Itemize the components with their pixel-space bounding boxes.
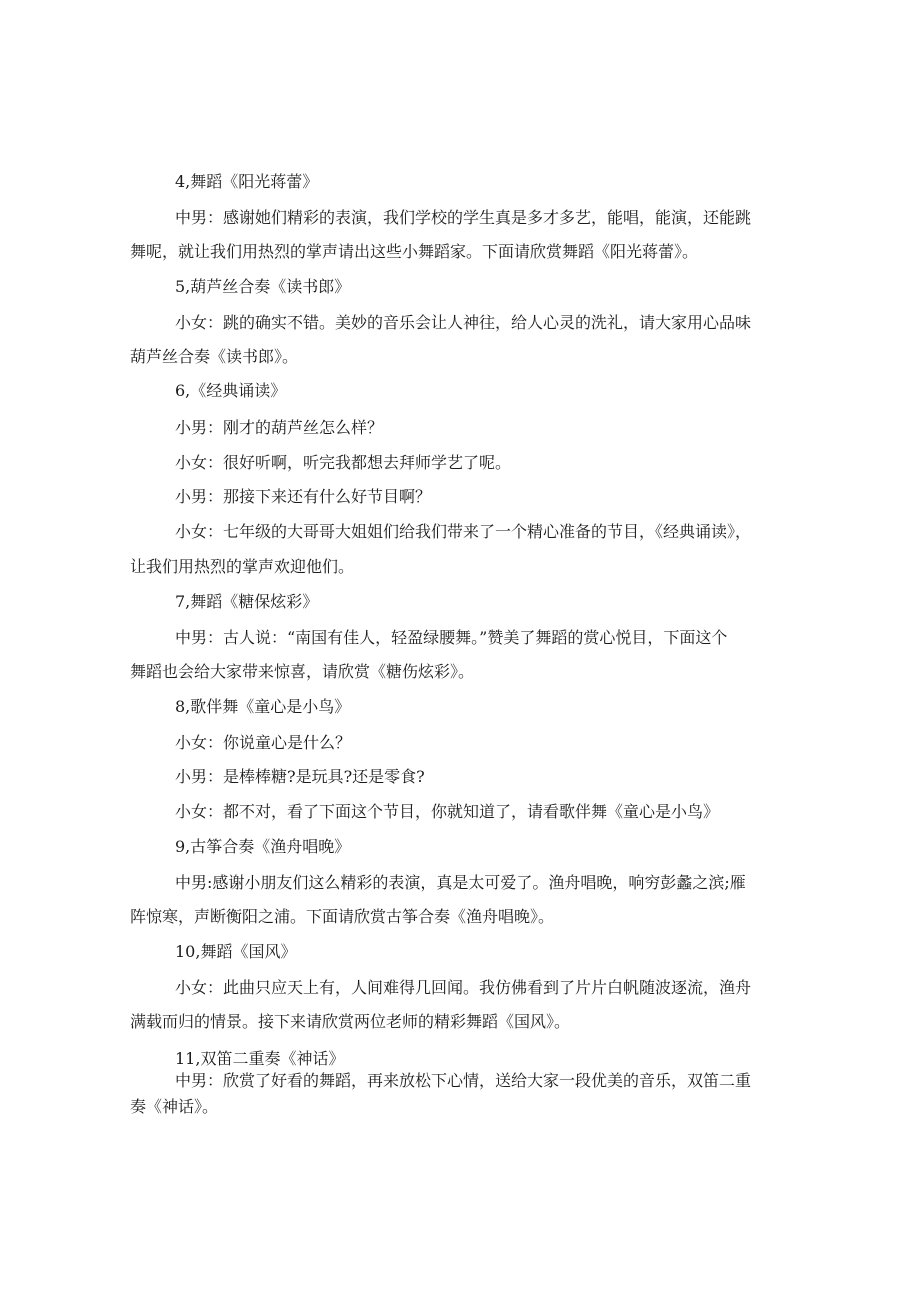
- section-heading: 6,《经典诵读》: [175, 381, 287, 400]
- paragraph-line: 让我们用热烈的掌声欢迎他们。: [130, 557, 355, 576]
- paragraph-line: 小男：是棒棒糖?是玩具?还是零食?: [175, 767, 425, 786]
- paragraph-line: 中男:感谢小朋友们这么精彩的表演，真是太可爱了。渔舟唱晚，响穷彭蠡之滨;雁: [175, 873, 746, 892]
- paragraph-line: 小女：跳的确实不错。美妙的音乐会让人神往，给人心灵的洗礼，请大家用心品味: [175, 313, 752, 332]
- section-heading: 4,舞蹈《阳光蒋蕾》: [175, 172, 319, 191]
- paragraph-line: 舞呢，就让我们用热烈的掌声请出这些小舞蹈家。下面请欣赏舞蹈《阳光蒋蕾》。: [130, 242, 699, 261]
- section-heading: 5,葫芦丝合奏《读书郎》: [175, 277, 351, 296]
- paragraph-line: 小女：很好听啊，听完我都想去拜师学艺了呢。: [175, 453, 512, 472]
- paragraph-line: 舞蹈也会给大家带来惊喜，请欣赏《糖伤炫彩》。: [130, 662, 475, 681]
- section-heading: 9,古筝合奏《渔舟唱晚》: [175, 837, 351, 856]
- paragraph-line: 中男：古人说：“南国有佳人，轻盈绿腰舞。”赞美了舞蹈的赏心悦目，下面这个: [175, 628, 728, 647]
- paragraph-line: 中男：感谢她们精彩的表演，我们学校的学生真是多才多艺，能唱，能演，还能跳: [175, 208, 752, 227]
- paragraph-line: 小女：你说童心是什么？: [175, 733, 352, 752]
- section-heading: 11,双笛二重奏《神话》: [175, 1049, 345, 1068]
- paragraph-line: 阵惊寒，声断衡阳之浦。下面请欣赏古筝合奏《渔舟唱晚》。: [130, 907, 555, 926]
- paragraph-line: 小男：那接下来还有什么好节目啊？: [175, 487, 432, 506]
- paragraph-line: 小男：刚才的葫芦丝怎么样？: [175, 418, 384, 437]
- paragraph-line: 奏《神话》。: [130, 1097, 219, 1116]
- paragraph-line: 小女：此曲只应天上有，人间难得几回闻。我仿佛看到了片片白帆随波逐流，渔舟: [175, 978, 752, 997]
- paragraph-line: 小女：都不对，看了下面这个节目，你就知道了，请看歌伴舞《童心是小鸟》: [175, 802, 720, 821]
- section-heading: 8,歌伴舞《童心是小鸟》: [175, 697, 351, 716]
- paragraph-line: 满载而归的情景。接下来请欣赏两位老师的精彩舞蹈《国风》。: [130, 1012, 571, 1031]
- paragraph-line: 葫芦丝合奏《读书郎》。: [130, 347, 299, 366]
- paragraph-line: 中男：欣赏了好看的舞蹈，再来放松下心情，送给大家一段优美的音乐，双笛二重: [175, 1071, 752, 1090]
- section-heading: 10,舞蹈《国风》: [175, 942, 297, 961]
- paragraph-line: 小女：七年级的大哥哥大姐姐们给我们带来了一个精心准备的节目，《经典诵读》，: [175, 522, 752, 541]
- section-heading: 7,舞蹈《糖保炫彩》: [175, 592, 319, 611]
